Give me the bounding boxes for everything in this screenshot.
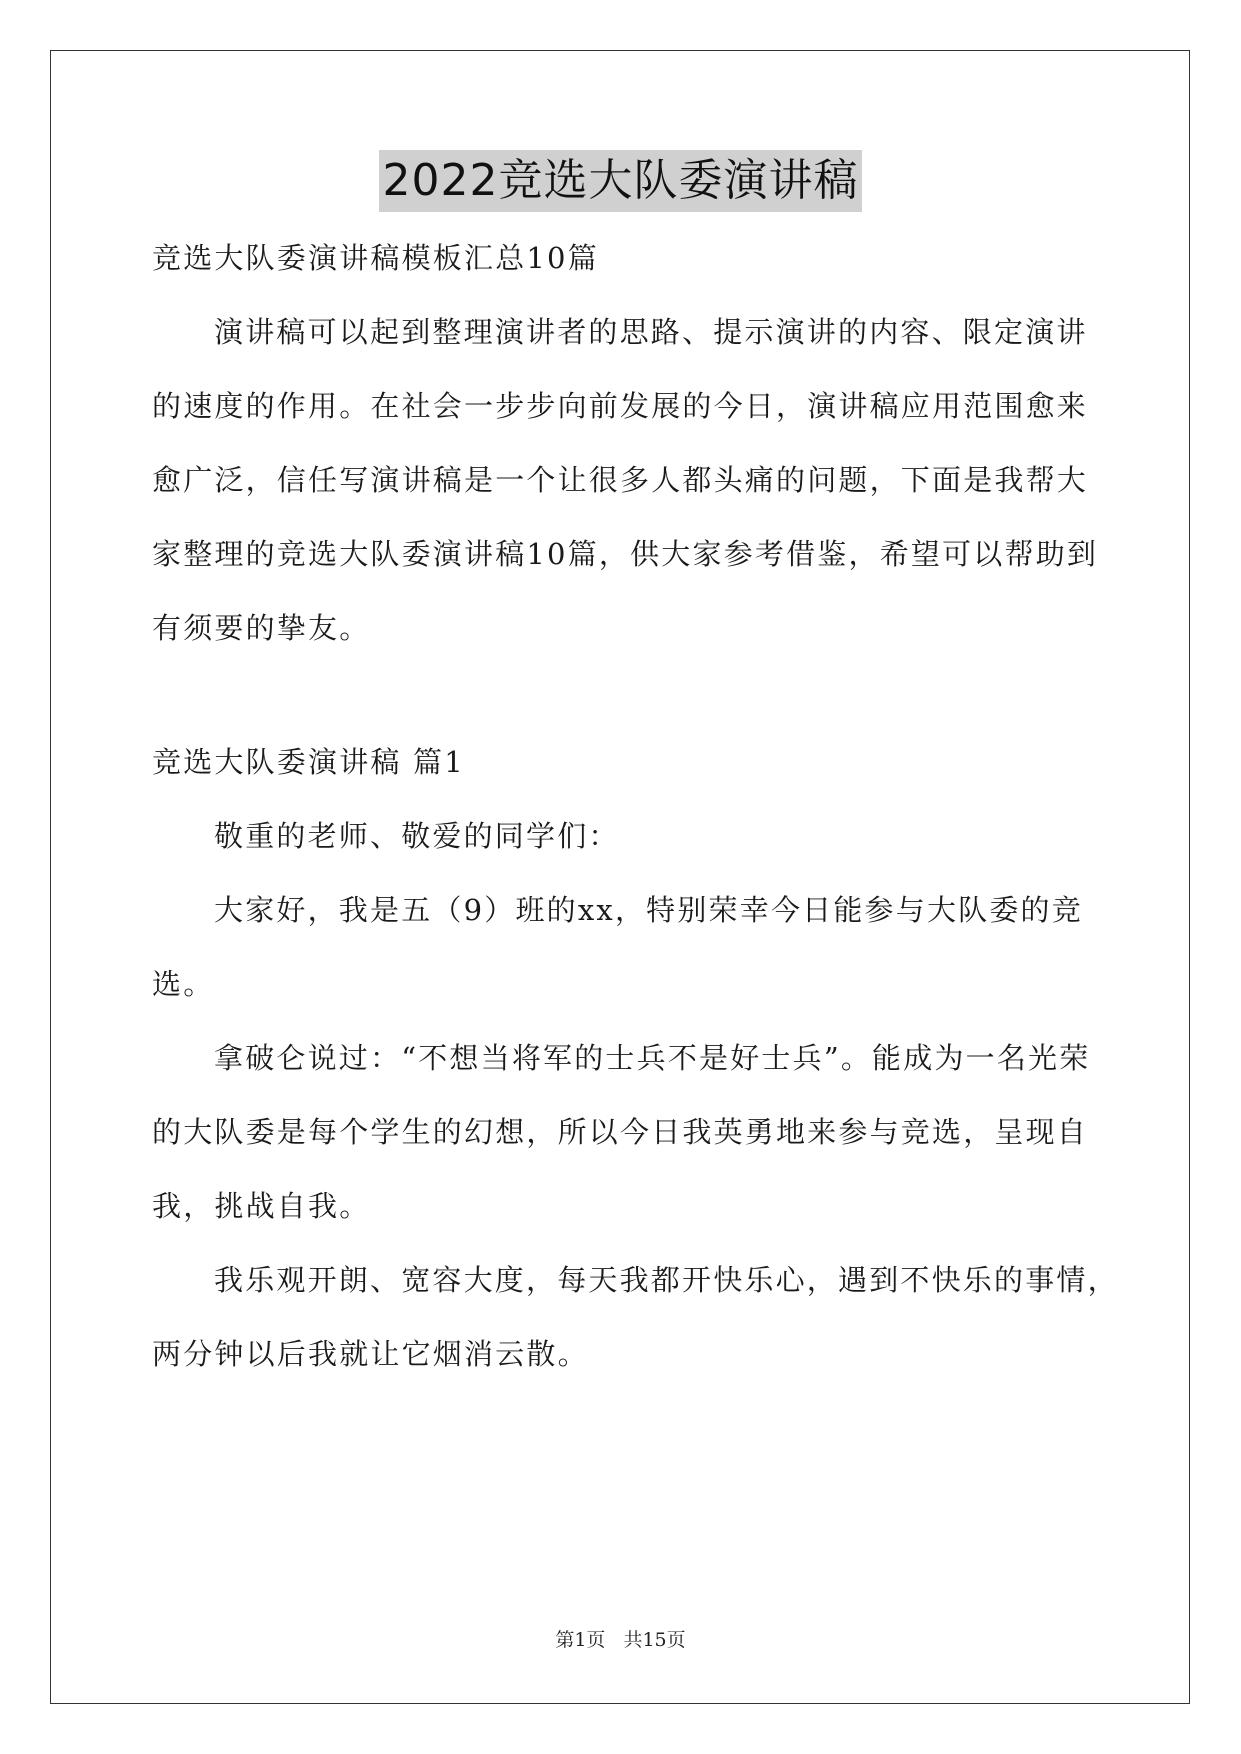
intro-line-5: 有须要的挚友。	[152, 611, 371, 645]
title-container	[0, 150, 1241, 212]
body-line-6: 我，挑战自我。	[152, 1189, 371, 1223]
body-line-1: 敬重的老师、敬爱的同学们：	[214, 819, 620, 853]
intro-line-3: 愈广泛，信任写演讲稿是一个让很多人都头痛的问题，下面是我帮大	[152, 463, 1089, 497]
section-heading: 竞选大队委演讲稿 篇1	[152, 745, 465, 779]
body-line-5: 的大队委是每个学生的幻想，所以今日我英勇地来参与竞选，呈现自	[152, 1115, 1089, 1149]
page-number: 第1页	[555, 1629, 606, 1651]
document-title: 2022竞选大队委演讲稿	[379, 150, 863, 212]
body-line-7: 我乐观开朗、宽容大度，每天我都开快乐心，遇到不快乐的事情，	[214, 1263, 1119, 1297]
body-line-4: 拿破仑说过：“不想当将军的士兵不是好士兵”。能成为一名光荣	[214, 1041, 1091, 1075]
intro-line-1: 演讲稿可以起到整理演讲者的思路、提示演讲的内容、限定演讲	[214, 315, 1088, 349]
page-footer	[0, 1628, 1241, 1652]
intro-line-4: 家整理的竞选大队委演讲稿10篇，供大家参考借鉴，希望可以帮助到	[152, 537, 1099, 571]
page-total: 共15页	[623, 1629, 686, 1651]
page-border	[50, 50, 1190, 1704]
body-line-8: 两分钟以后我就让它烟消云散。	[152, 1337, 589, 1371]
body-line-3: 选。	[152, 967, 215, 1001]
body-line-2: 大家好，我是五（9）班的xx，特别荣幸今日能参与大队委的竞	[214, 893, 1083, 927]
document-subtitle: 竞选大队委演讲稿模板汇总10篇	[152, 241, 599, 275]
intro-line-2: 的速度的作用。在社会一步步向前发展的今日，演讲稿应用范围愈来	[152, 389, 1089, 423]
